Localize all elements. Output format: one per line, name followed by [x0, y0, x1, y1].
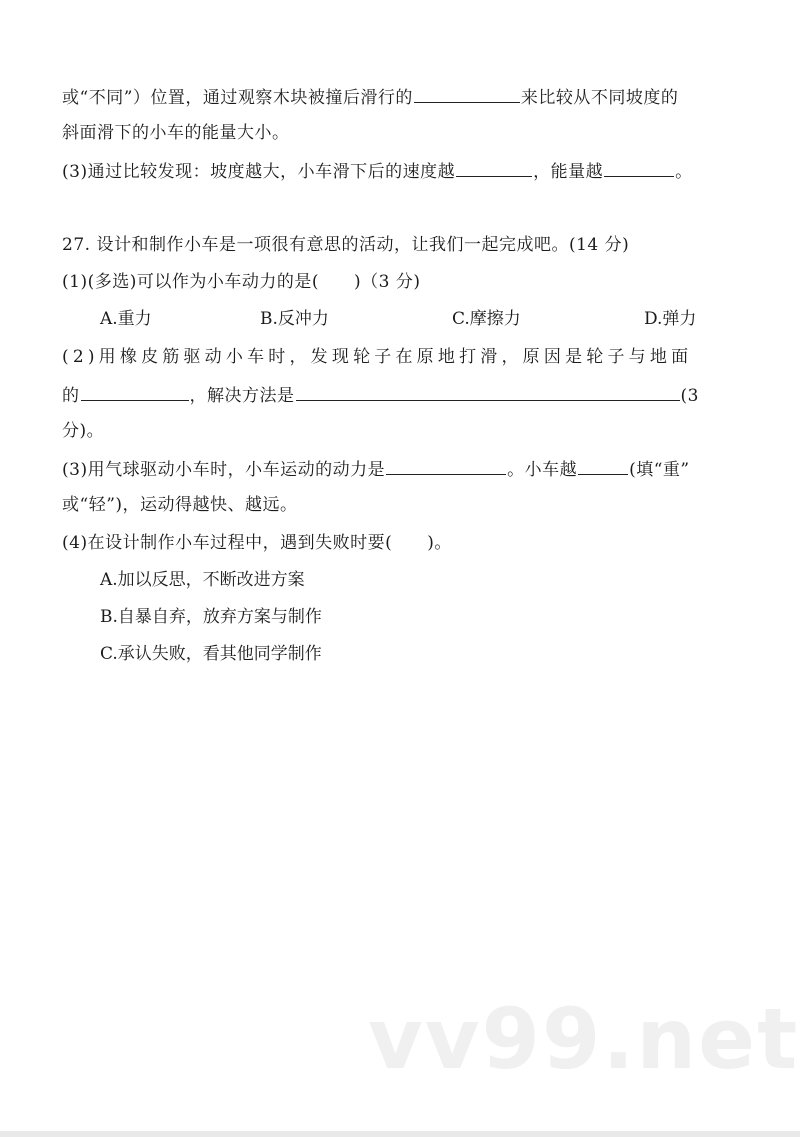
- q27-sub4-text: (4)在设计制作小车过程中，遇到失败时要( )。: [62, 533, 452, 553]
- option-label: C.摩擦力: [452, 309, 521, 329]
- q27-sub2-line-3: [62, 419, 104, 443]
- q26-line-1-text-a: 或“不同”）位置，通过观察木块被撞后滑行的: [62, 88, 413, 108]
- answer-blank[interactable]: [604, 158, 674, 177]
- q27-sub2-line-2: [62, 382, 699, 408]
- option-label: C.承认失败，看其他同学制作: [100, 644, 322, 664]
- q27-title: [62, 233, 629, 257]
- answer-blank[interactable]: [456, 158, 532, 177]
- option-label: A.加以反思，不断改进方案: [100, 570, 305, 590]
- q27-sub3-line-1: [62, 456, 690, 482]
- q26-line-1: [62, 84, 678, 110]
- q27-sub1-text: (1)(多选)可以作为小车动力的是( )（3 分): [62, 272, 421, 292]
- q27-sub3-text-2: 或“轻”)，运动得越快、越远。: [62, 495, 298, 515]
- q27-sub2-text-2b: ，解决方法是: [189, 386, 295, 406]
- q26-line-1-text-b: 来比较从不同坡度的: [520, 88, 679, 108]
- answer-blank[interactable]: [578, 456, 628, 475]
- q27-sub3-text-1b: 。小车越: [507, 460, 578, 480]
- answer-blank[interactable]: [414, 84, 520, 103]
- q27-option-c[interactable]: [452, 307, 521, 331]
- q26-sub3-text-b: ，能量越: [533, 162, 604, 182]
- q27-option-d[interactable]: [644, 307, 696, 331]
- option-label: B.自暴自弃，放弃方案与制作: [100, 607, 322, 627]
- q27-sub3-text-1a: (3)用气球驱动小车时，小车运动的动力是: [62, 460, 386, 480]
- q26-line-2: [62, 121, 290, 145]
- page-bottom-edge: [0, 1131, 800, 1137]
- q27-sub2-text-2c: (3: [680, 386, 699, 406]
- q26-sub3-text-c: 。: [675, 162, 693, 182]
- q27-sub2-text-1: (2)用橡皮筋驱动小车时，发现轮子在原地打滑，原因是轮子与地面: [62, 347, 693, 367]
- q27-sub4: [62, 531, 452, 555]
- q27-option-b[interactable]: [260, 307, 329, 331]
- q27-sub1: [62, 270, 420, 294]
- answer-blank[interactable]: [81, 382, 189, 401]
- q27-sub2-line-1: [62, 345, 692, 369]
- answer-blank[interactable]: [386, 456, 506, 475]
- q27-sub4-option-c[interactable]: [100, 642, 322, 666]
- q27-option-a[interactable]: [100, 307, 152, 331]
- answer-blank[interactable]: [296, 382, 680, 401]
- option-label: B.反冲力: [260, 309, 329, 329]
- q27-sub2-text-3: 分)。: [62, 421, 105, 441]
- watermark: vv99.net: [368, 990, 800, 1088]
- q27-title-text: 27. 设计和制作小车是一项很有意思的活动，让我们一起完成吧。(14 分): [62, 235, 630, 255]
- option-label: A.重力: [100, 309, 152, 329]
- q27-sub3-line-2: [62, 493, 298, 517]
- q27-sub2-text-2a: 的: [62, 386, 80, 406]
- q26-line-2-text: 斜面滑下的小车的能量大小。: [62, 123, 290, 143]
- q27-sub4-option-a[interactable]: [100, 568, 305, 592]
- q27-sub4-option-b[interactable]: [100, 605, 322, 629]
- q27-sub3-text-1c: (填“重”: [629, 460, 690, 480]
- q26-sub3: [62, 158, 693, 184]
- q26-sub3-text-a: (3)通过比较发现：坡度越大，小车滑下后的速度越: [62, 162, 456, 182]
- option-label: D.弹力: [644, 309, 697, 329]
